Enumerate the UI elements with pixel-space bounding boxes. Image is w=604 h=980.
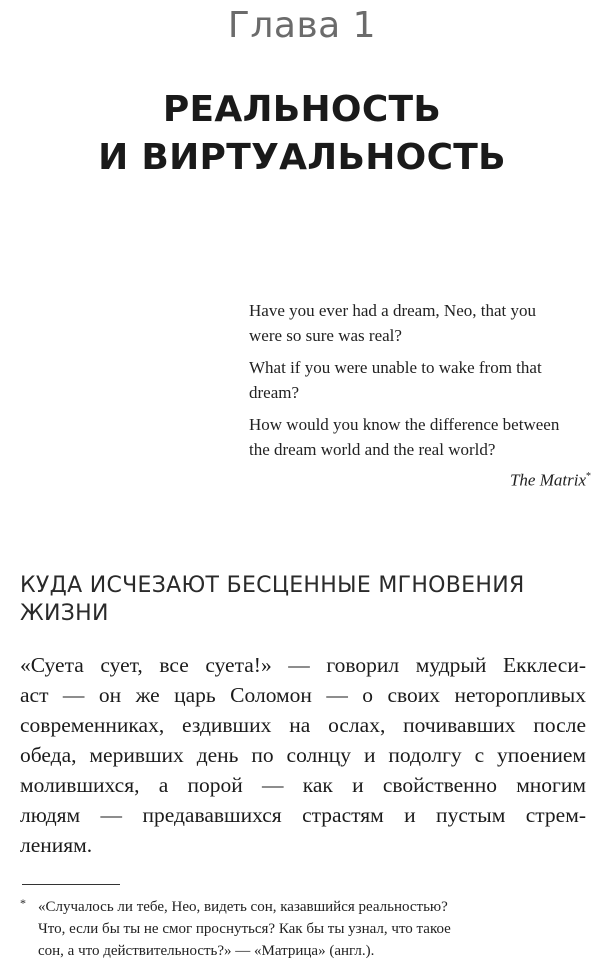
- chapter-title: [0, 86, 604, 182]
- chapter-label: Глава 1: [227, 5, 377, 46]
- epigraph-source-title: The Matrix: [509, 470, 586, 490]
- chapter-title-line-1: РЕАЛЬНОСТЬ: [162, 89, 442, 130]
- footnote: [22, 896, 588, 962]
- body-line: лениям.: [20, 833, 93, 857]
- body-line: обеда, меривших день по солнцу и подолгу с упоением: [20, 743, 586, 767]
- footnote-line-2: Что, если бы ты не смог проснуться? Как бы ты узнал, что такое: [38, 921, 451, 937]
- body-line: современниках, ездивших на ослах, почивавших после: [20, 713, 586, 737]
- body-line: «Суета сует, все суета!» — говорил мудрый Екклеси-: [20, 653, 586, 677]
- footnote-reference-mark[interactable]: *: [586, 471, 591, 482]
- epigraph-p1-line-2: were so sure was real?: [249, 326, 402, 345]
- body-line: аст — он же царь Соломон — о своих неторопливых: [20, 683, 586, 707]
- epigraph-paragraph-1: [249, 298, 591, 348]
- epigraph-p2-line-1: What if you were unable to wake from that: [249, 358, 542, 377]
- body-paragraph: [20, 650, 586, 860]
- chapter-title-line-2: И ВИРТУАЛЬНОСТЬ: [98, 137, 506, 178]
- footnote-line-1: «Случалось ли тебе, Нео, видеть сон, казавшийся реальностью?: [38, 899, 448, 915]
- footnote-divider: [22, 884, 120, 885]
- epigraph: [249, 298, 591, 500]
- footnote-line-3: сон, а что действительность?» — «Матрица» (англ.).: [38, 943, 375, 959]
- epigraph-p3-line-1: How would you know the difference between: [249, 415, 560, 434]
- epigraph-paragraph-3: [249, 412, 591, 462]
- epigraph-p2-line-2: dream?: [249, 383, 300, 402]
- body-line: людям — предававшихся страстям и пустым стрем-: [20, 803, 586, 827]
- section-heading: [20, 572, 580, 628]
- epigraph-p1-line-1: Have you ever had a dream, Neo, that you: [249, 301, 536, 320]
- section-heading-line-1: КУДА ИСЧЕЗАЮТ БЕСЦЕННЫЕ МГНОВЕНИЯ: [20, 573, 525, 598]
- section-heading-line-2: ЖИЗНИ: [20, 601, 109, 626]
- epigraph-source: [249, 464, 591, 493]
- body-line: молившихся, а порой — как и свойственно многим: [20, 773, 586, 797]
- epigraph-paragraph-2: [249, 355, 591, 405]
- epigraph-p3-line-2: the dream world and the real world?: [249, 440, 496, 459]
- footnote-mark: *: [20, 896, 26, 910]
